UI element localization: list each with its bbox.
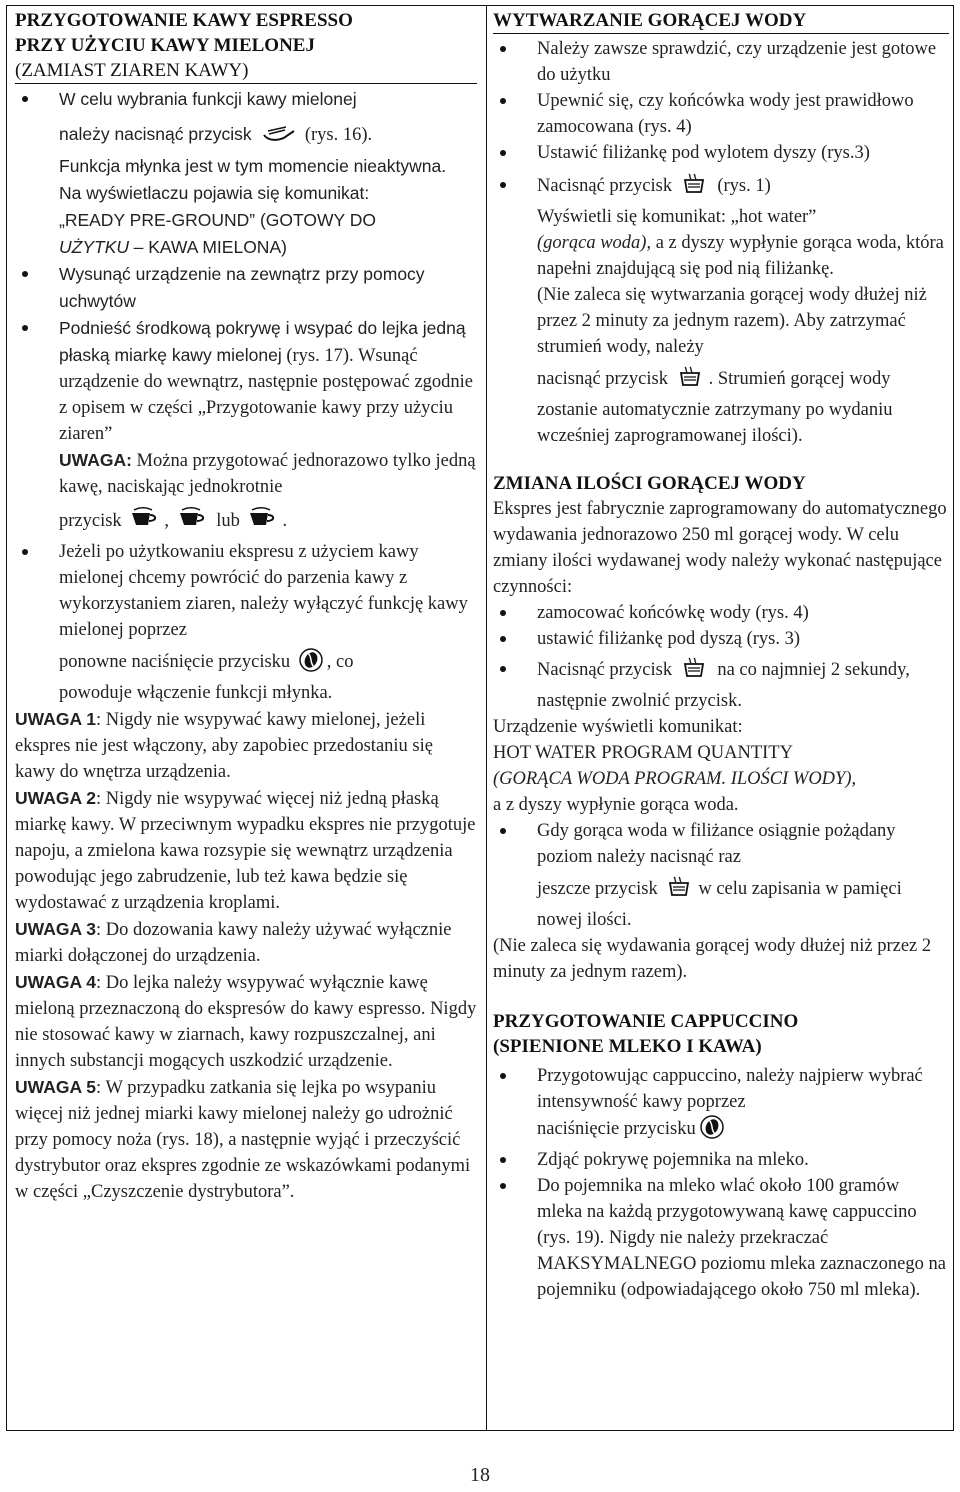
text-span: na co najmniej 2 sekundy, następnie zwolnić przycisk. <box>537 660 910 711</box>
paragraph <box>493 714 949 818</box>
warning-note <box>15 916 477 969</box>
change-water-steps-2 <box>493 818 949 933</box>
hot-water-steps <box>493 36 949 449</box>
text-span: UŻYTKU <box>59 237 129 257</box>
text-span: . Strumień gorącej wody zostanie automatycznie zatrzymany po wydaniu wcześniej zaprogramowanej ilości). <box>537 369 893 446</box>
list-item <box>493 36 949 88</box>
text-span: UWAGA: <box>59 450 132 470</box>
text-span: , <box>164 511 169 531</box>
text-span: Nacisnąć przycisk <box>537 176 673 196</box>
text-span: Funkcja młynka jest w tym momencie nieaktywna. <box>59 156 447 176</box>
text-span: a z dyszy wypłynie gorąca woda. <box>493 795 739 815</box>
text-span: ponowne naciśnięcie przycisku <box>59 652 291 672</box>
section-heading-change-water: ZMIANA ILOŚCI GORĄCEJ WODY <box>493 473 806 494</box>
list-item <box>493 600 949 626</box>
text-span: , a z dyszy wypłynie gorąca woda, która napełni znajdującą się pod nią filiżankę. <box>537 233 944 279</box>
paragraph: Ekspres jest fabrycznie zaprogramowany do automatycznego wydawania jednorazowo 250 ml gorącej wody. W celu zmiany ilości wydawanej wody należy wykonać następujące czynności: <box>493 499 947 597</box>
text-span: Należy zawsze sprawdzić, czy urządzenie jest gotowe do użytku <box>537 39 937 85</box>
coffee-cup-icon <box>130 507 160 539</box>
list-item <box>493 140 949 166</box>
text-span: w celu zapisania w pamięci nowej ilości. <box>537 879 902 930</box>
text-span: Wyświetli się komunikat: „hot water” <box>537 207 817 227</box>
text-span: (SPIENIONE MLEKO I KAWA) <box>493 1036 762 1057</box>
list-item <box>493 172 949 449</box>
text-span: UWAGA 5 <box>15 1077 97 1097</box>
text-span: Wysunąć urządzenie na zewnątrz przy pomocy uchwytów <box>59 264 425 311</box>
list-item <box>493 1147 949 1173</box>
warning-note <box>15 785 477 916</box>
text-span: , <box>851 769 857 789</box>
list-item <box>493 626 949 652</box>
text-span: Upewnić się, czy końcówka wody jest prawidłowo zamocowana (rys. 4) <box>537 91 914 137</box>
text-span: , co <box>326 652 354 672</box>
hot-water-icon <box>681 172 709 204</box>
text-span: UWAGA 1 <box>15 709 97 729</box>
list-item <box>493 818 949 933</box>
list-item <box>15 261 477 315</box>
text-span: : Do lejka należy wsypywać wyłącznie kawę mieloną przeznaczoną do ekspresów do kawy espresso. Nigdy nie stosować kawy w ziarnach, kawy rozpuszczalnej, ani innych substancji mogących uszkodzić urządzenie. <box>15 973 477 1071</box>
coffee-cup-icon <box>178 507 208 539</box>
list-item <box>493 1173 949 1303</box>
text-span: UWAGA 2 <box>15 788 97 808</box>
warnings <box>15 706 477 1205</box>
warning-note <box>15 1074 477 1205</box>
text-span: Zdjąć pokrywę pojemnika na mleko. <box>537 1150 809 1170</box>
list-item <box>15 86 477 261</box>
text-span: PRZYGOTOWANIE KAWY ESPRESSO <box>15 10 353 31</box>
section-heading-ground-coffee <box>15 6 477 84</box>
text-span: Na wyświetlaczu pojawia się komunikat: <box>59 183 370 203</box>
text-span: jeszcze przycisk <box>537 879 658 899</box>
list-item <box>493 656 949 714</box>
right-column <box>493 6 949 1303</box>
warning-note <box>15 969 477 1074</box>
list-item <box>493 1063 949 1147</box>
section-heading-hot-water <box>493 6 949 34</box>
text-span: PRZYGOTOWANIE CAPPUCCINO <box>493 1011 799 1032</box>
text-span: (rys. 17). Wsunąć urządzenie do wewnątrz, następnie postępować zgodnie z opisem w części „Przygotowanie kawy przy użyciu ziaren” <box>59 346 474 444</box>
text-span: : W przypadku zatkania się lejka po wsypaniu więcej niż jednej miarki kawy mielonej należy go udrożnić przy pomocy noża (rys. 18), a następnie wyjąć i przeczyścić dystrybutor oraz ekspres zgodnie ze wskazówkami podanymi w części „Czyszczenie dystrybutora”. <box>15 1078 471 1202</box>
text-span: Można przygotować jednorazowo tylko jedną kawę, naciskając jednokrotnie <box>59 451 476 497</box>
text-span: Jeżeli po użytkowaniu ekspresu z użyciem kawy mielonej chcemy powrócić do parzenia kawy z wykorzystaniem ziaren, należy wyłączyć funkcję kawy mielonej poprzez <box>59 542 468 640</box>
page-number: 18 <box>470 1464 490 1486</box>
text-span: Ustawić filiżankę pod wylotem dyszy (rys.3) <box>537 143 870 163</box>
text-span: UWAGA 3 <box>15 919 97 939</box>
text-span: należy nacisnąć przycisk <box>59 124 252 144</box>
list-item <box>15 539 477 706</box>
ground-coffee-spoon-icon <box>260 123 296 153</box>
ground-coffee-steps <box>15 86 477 706</box>
text-span: ustawić filiżankę pod dyszą (rys. 3) <box>537 629 801 649</box>
text-span: Podnieść środkową pokrywę i wsypać do lejka jedną płaską miarkę kawy mielonej <box>59 318 466 365</box>
text-span: Urządzenie wyświetli komunikat: <box>493 717 743 737</box>
hot-water-icon <box>666 875 694 907</box>
text-span: . <box>282 511 288 531</box>
coffee-bean-icon <box>299 648 323 680</box>
text-span: (ZAMIAST ZIAREN KAWY) <box>15 60 249 81</box>
warning-note <box>15 706 477 785</box>
text-span: (Nie zaleca się wytwarzania gorącej wody dłużej niż przez 2 minuty za jednym razem). Aby zatrzymać strumień wody, należy <box>537 285 927 357</box>
text-span: WYTWARZANIE GORĄCEJ WODY <box>493 10 807 31</box>
text-span: : Nigdy nie wsypywać więcej niż jedną płaską miarkę kawy. W przeciwnym wypadku ekspres nie przygotuje napoju, a zmielona kawa rozsypie się wewnątrz urządzenia powodując jego zabrudzenie, lub też kawa będzie się wydostawać z urządzenia kroplami. <box>15 789 476 913</box>
text-span: Do pojemnika na mleko wlać około 100 gramów mleka na każdą przygotowywaną kawę cappuccino (rys. 19). Nigdy nie należy przekraczać MAKSYMALNEGO poziomu mleka zaznaczonego na pojemniku (odpowiadającego około 750 ml mleka). <box>537 1176 946 1300</box>
text-span: (rys. 1) <box>717 176 771 196</box>
text-span: UWAGA 4 <box>15 972 97 992</box>
hot-water-icon <box>681 656 709 688</box>
text-span: : Nigdy nie wsypywać kawy mielonej, jeżeli ekspres nie jest włączony, aby zapobiec przedostaniu się kawy do wnętrza urządzenia. <box>15 710 433 782</box>
text-span: (GORĄCA WODA PROGRAM. ILOŚCI WODY) <box>493 769 852 789</box>
text-span: – KAWA MIELONA) <box>133 237 287 257</box>
section-heading-cappuccino <box>493 1009 949 1059</box>
text-span: powoduje włączenie funkcji młynka. <box>59 683 333 703</box>
change-water-steps <box>493 600 949 714</box>
cappuccino-steps <box>493 1063 949 1303</box>
text-span: lub <box>216 511 240 531</box>
manual-page <box>6 5 954 1431</box>
text-span: : Do dozowania kawy należy używać wyłącznie miarki dołączonej do urządzenia. <box>15 920 452 966</box>
list-item <box>15 315 477 539</box>
paragraph: (Nie zaleca się wydawania gorącej wody dłużej niż przez 2 minuty za jednym razem). <box>493 936 932 982</box>
coffee-cup-icon <box>248 507 278 539</box>
list-item <box>493 88 949 140</box>
text-span: (rys. 16). <box>304 125 373 145</box>
text-span: Nacisnąć przycisk <box>537 660 673 680</box>
text-span: HOT WATER PROGRAM QUANTITY <box>493 743 793 763</box>
hot-water-icon <box>677 365 705 397</box>
text-span: przycisk <box>59 511 122 531</box>
text-span: W celu wybrania funkcji kawy mielonej <box>59 89 357 109</box>
text-span: PRZY UŻYCIU KAWY MIELONEJ <box>15 35 315 56</box>
text-span: nacisnąć przycisk <box>537 369 668 389</box>
text-span: (gorąca woda) <box>537 233 647 253</box>
text-span: Gdy gorąca woda w filiżance osiągnie pożądany poziom należy nacisnąć raz <box>537 821 896 867</box>
column-divider <box>486 6 487 1430</box>
text-span: „READY PRE-GROUND” (GOTOWY DO <box>59 210 376 230</box>
coffee-bean-icon <box>700 1115 724 1147</box>
text-span: naciśnięcie przycisku <box>537 1119 696 1139</box>
text-span: Przygotowując cappuccino, należy najpierw wybrać intensywność kawy poprzez <box>537 1066 923 1112</box>
left-column <box>15 6 477 1205</box>
text-span: zamocować końcówkę wody (rys. 4) <box>537 603 809 623</box>
